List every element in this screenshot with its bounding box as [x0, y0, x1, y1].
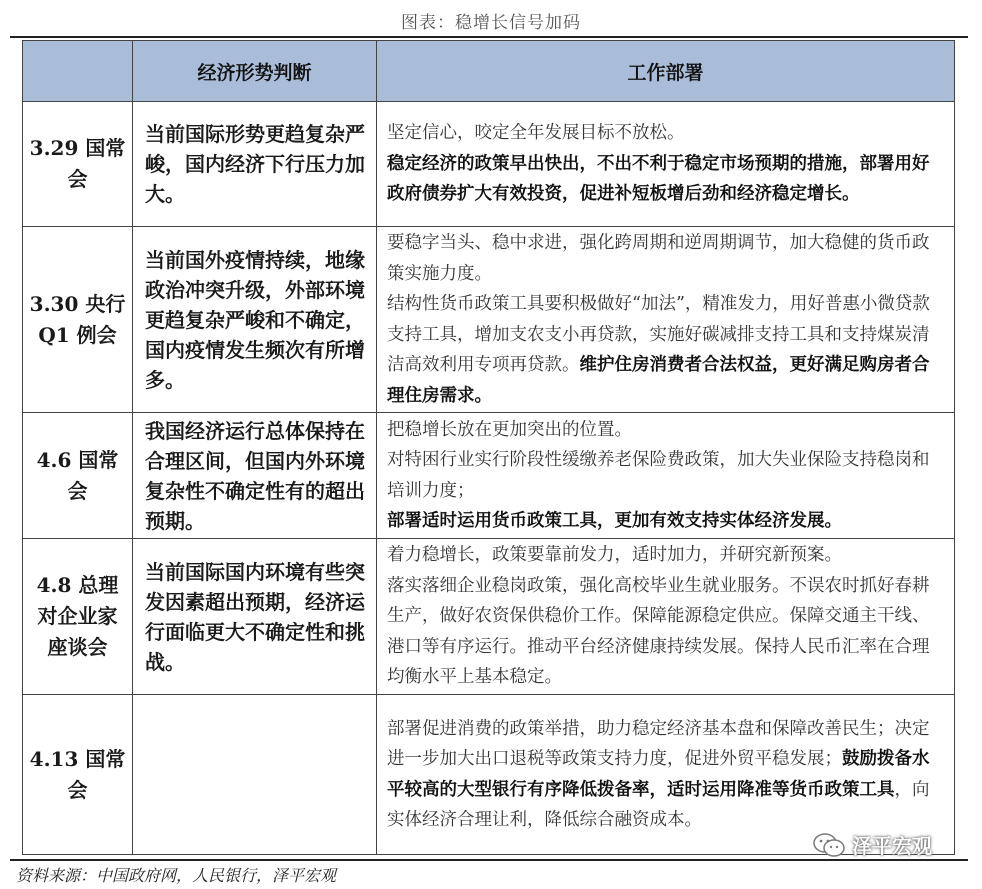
- event-cell: 4.8 总理对企业家座谈会: [23, 539, 133, 695]
- deployment-text: 把稳增长放在更加突出的位置。: [387, 419, 632, 440]
- emphasis-text: 鼓励拨备水平较高的大型银行有序降低拨备率，适时运用降准等货币政策工具: [387, 749, 930, 800]
- brand-watermark: [812, 830, 932, 859]
- header-judgement: 经济形势判断: [133, 41, 377, 102]
- judgement-cell: 当前国际国内环境有些突发因素超出预期，经济运行面临更大不确定性和挑战。: [133, 539, 377, 695]
- table-row: [23, 413, 955, 539]
- deployment-cell: [377, 539, 955, 695]
- deployment-paragraph: [387, 415, 946, 446]
- deployment-paragraph: [387, 149, 946, 210]
- judgement-cell: 当前国际形势更趋复杂严峻，国内经济下行压力加大。: [133, 102, 377, 227]
- wechat-icon: [812, 832, 846, 858]
- top-rule: [10, 36, 968, 38]
- event-cell: 3.30 央行Q1 例会: [23, 227, 133, 413]
- deployment-cell: [377, 102, 955, 227]
- emphasis-text: 部署适时运用货币政策工具，更加有效支持实体经济发展。: [387, 511, 842, 531]
- judgement-cell: [133, 695, 377, 855]
- table-row: [23, 102, 955, 227]
- deployment-paragraph: [387, 571, 946, 693]
- table-row: [23, 539, 955, 695]
- source-note: 资料来源：中国政府网，人民银行，泽平宏观: [16, 866, 337, 885]
- deployment-paragraph: [387, 540, 946, 571]
- deployment-cell: [377, 413, 955, 539]
- deployment-paragraph: [387, 118, 946, 149]
- header-deployment: 工作部署: [377, 41, 955, 102]
- event-cell: 3.29 国常会: [23, 102, 133, 227]
- deployment-text: 结构性货币政策工具要积极做好“加法”，精准发力，用好普惠小微贷款支持工具，增加支农支小再贷款，实施好碳减排支持工具和支持煤炭清洁高效利用专项再贷款。: [387, 294, 930, 375]
- emphasis-text: 维护住房消费者合法权益，更好满足购房者合理住房需求。: [387, 355, 930, 406]
- table-row: [23, 227, 955, 413]
- deployment-paragraph: [387, 228, 946, 289]
- event-cell: 4.13 国常会: [23, 695, 133, 855]
- event-cell: 4.6 国常会: [23, 413, 133, 539]
- deployment-paragraph: [387, 506, 946, 537]
- deployment-text: 坚定信心，咬定全年发展目标不放松。: [387, 123, 685, 144]
- deployment-text: 落实落细企业稳岗政策，强化高校毕业生就业服务。不误农时抓好春耕生产，做好农资保供稳价工作。保障能源稳定供应。保障交通主干线、港口等有序运行。推动平台经济健康持续发展。保持人民币汇率在合理均衡水平上基本稳定。: [387, 575, 930, 688]
- deployment-text: ，向实体经济合理让利，降低综合融资成本。: [387, 779, 930, 830]
- policy-table: [22, 40, 955, 855]
- deployment-text: 着力稳增长，政策要靠前发力，适时加力，并研究新预案。: [387, 545, 842, 566]
- deployment-cell: [377, 227, 955, 413]
- bottom-rule: [10, 859, 968, 861]
- deployment-text: 对特困行业实行阶段性缓缴养老保险费政策，加大失业保险支持稳岗和培训力度；: [387, 450, 930, 501]
- figure-caption: 图表：稳增长信号加码: [401, 13, 581, 33]
- deployment-paragraph: [387, 445, 946, 506]
- brand-name: 泽平宏观: [852, 834, 932, 858]
- header-row: [23, 41, 955, 102]
- header-event: [23, 41, 133, 102]
- emphasis-text: 稳定经济的政策早出快出，不出不利于稳定市场预期的措施，部署用好政府债券扩大有效投资，促进补短板增后劲和经济稳定增长。: [387, 153, 930, 205]
- deployment-paragraph: [387, 289, 946, 411]
- deployment-text: 部署促进消费的政策举措，助力稳定经济基本盘和保障改善民生；决定进一步加大出口退税等政策支持力度，促进外贸平稳发展；: [387, 718, 930, 769]
- judgement-cell: 当前国外疫情持续，地缘政治冲突升级，外部环境更趋复杂严峻和不确定，国内疫情发生频次有所增多。: [133, 227, 377, 413]
- deployment-paragraph: [387, 714, 946, 836]
- judgement-cell: 我国经济运行总体保持在合理区间，但国内外环境复杂性不确定性有的超出预期。: [133, 413, 377, 539]
- deployment-text: 要稳字当头、稳中求进，强化跨周期和逆周期调节，加大稳健的货币政策实施力度。: [387, 233, 930, 284]
